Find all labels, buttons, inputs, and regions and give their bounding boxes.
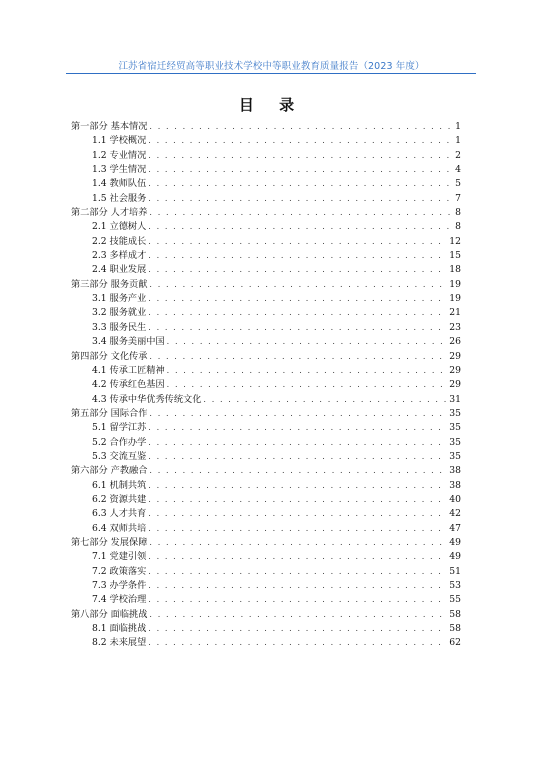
- toc-page-number: 8: [455, 207, 461, 219]
- toc-dot-leader: [148, 235, 447, 249]
- toc-dot-leader: [148, 622, 447, 636]
- toc-page-number: 18: [449, 264, 461, 276]
- toc-page-number: 35: [449, 436, 461, 448]
- toc-part-entry[interactable]: [71, 350, 461, 364]
- toc-page-number: 47: [449, 522, 461, 534]
- toc-section-entry[interactable]: [71, 378, 461, 392]
- toc-dot-leader: [148, 321, 447, 335]
- toc-page-number: 62: [449, 637, 461, 649]
- toc-page-number: 5: [455, 178, 461, 190]
- toc-entry-label: 4.1 传承工匠精神: [92, 364, 165, 376]
- toc-section-entry[interactable]: [71, 393, 461, 407]
- toc-page-number: 29: [449, 350, 461, 362]
- toc-page-number: 40: [449, 493, 461, 505]
- toc-section-entry[interactable]: [71, 622, 461, 636]
- toc-dot-leader: [149, 464, 447, 478]
- toc-section-entry[interactable]: [71, 593, 461, 607]
- toc-section-entry[interactable]: [71, 565, 461, 579]
- toc-section-entry[interactable]: [71, 421, 461, 435]
- toc-entry-label: 5.1 留学江苏: [92, 422, 147, 434]
- toc-entry-label: 7.3 办学条件: [92, 580, 147, 591]
- toc-section-entry[interactable]: [71, 450, 461, 464]
- page-title: 目 录: [238, 96, 305, 114]
- toc-dot-leader: [148, 579, 447, 593]
- document-header: 江苏省宿迁经贸高等职业技术学校中等职业教育质量报告（2023 年度）: [118, 61, 425, 72]
- toc-section-entry[interactable]: [71, 479, 461, 493]
- toc-part-entry[interactable]: [71, 407, 461, 421]
- toc-page-number: 7: [455, 192, 461, 204]
- toc-entry-label: 8.2 未来展望: [92, 637, 147, 649]
- toc-page-number: 53: [449, 580, 461, 591]
- toc-entry-label: 7.4 学校治理: [92, 594, 147, 606]
- toc-page-number: 8: [455, 221, 461, 233]
- toc-part-entry[interactable]: [71, 536, 461, 550]
- toc-entry-label: 6.1 机制共筑: [92, 479, 147, 491]
- toc-section-entry[interactable]: [71, 507, 461, 521]
- toc-entry-label: 6.2 资源共建: [92, 493, 147, 505]
- toc-entry-label: 2.2 技能成长: [92, 235, 147, 247]
- toc-page-number: 19: [449, 293, 461, 305]
- toc-entry-label: 7.1 党建引领: [92, 551, 147, 563]
- toc-part-entry[interactable]: [71, 464, 461, 478]
- toc-page-number: 42: [449, 508, 461, 520]
- toc-entry-label: 7.2 政策落实: [92, 565, 147, 577]
- toc-entry-label: 1.2 专业情况: [92, 149, 147, 161]
- toc-entry-label: 5.2 合作办学: [92, 436, 147, 448]
- toc-entry-label: 3.1 服务产业: [92, 293, 147, 305]
- toc-entry-label: 5.3 交流互鉴: [92, 450, 147, 462]
- toc-section-entry[interactable]: [71, 493, 461, 507]
- toc-page-number: 51: [449, 565, 461, 577]
- toc-dot-leader: [148, 522, 447, 536]
- toc-page-number: 58: [449, 608, 461, 620]
- toc-dot-leader: [148, 636, 447, 650]
- toc-dot-leader: [203, 393, 447, 407]
- toc-dot-leader: [148, 565, 447, 579]
- toc-dot-leader: [149, 350, 447, 364]
- toc-section-entry[interactable]: [71, 220, 461, 234]
- toc-dot-leader: [148, 450, 447, 464]
- toc-section-entry[interactable]: [71, 335, 461, 349]
- toc-entry-label: 2.1 立德树人: [92, 221, 147, 233]
- toc-dot-leader: [149, 120, 451, 134]
- toc-dot-leader: [167, 335, 448, 349]
- toc-section-entry[interactable]: [71, 364, 461, 378]
- toc-entry-label: 2.3 多样成才: [92, 250, 147, 262]
- header-rule: [66, 73, 476, 74]
- toc-page-number: 12: [449, 235, 461, 247]
- toc-page-number: 2: [455, 149, 461, 161]
- toc-entry-label: 6.4 双师共培: [92, 522, 147, 534]
- toc-part-entry[interactable]: [71, 278, 461, 292]
- toc-entry-label: 第七部分 发展保障: [71, 536, 148, 548]
- toc-section-entry[interactable]: [71, 235, 461, 249]
- toc-dot-leader: [148, 163, 451, 177]
- toc-section-entry[interactable]: [71, 192, 461, 206]
- toc-entry-label: 4.2 传承红色基因: [92, 379, 165, 391]
- toc-dot-leader: [148, 220, 451, 234]
- toc-dot-leader: [148, 134, 451, 148]
- toc-entry-label: 第四部分 文化传承: [71, 350, 148, 362]
- toc-page-number: 38: [449, 479, 461, 491]
- toc-entry-label: 第六部分 产教融合: [71, 465, 148, 477]
- toc-entry-label: 1.3 学生情况: [92, 164, 147, 176]
- toc-dot-leader: [148, 292, 447, 306]
- toc-entry-label: 6.3 人才共育: [92, 508, 147, 520]
- toc-section-entry[interactable]: [71, 249, 461, 263]
- toc-entry-label: 1.5 社会服务: [92, 192, 147, 204]
- toc-page-number: 58: [449, 623, 461, 635]
- toc-section-entry[interactable]: [71, 550, 461, 564]
- toc-entry-label: 3.2 服务就业: [92, 307, 147, 319]
- toc-entry-label: 第八部分 面临挑战: [71, 608, 148, 620]
- toc-section-entry[interactable]: [71, 436, 461, 450]
- toc-entry-label: 2.4 职业发展: [92, 264, 147, 276]
- toc-section-entry[interactable]: [71, 306, 461, 320]
- toc-entry-label: 1.1 学校概况: [92, 135, 147, 147]
- toc-section-entry[interactable]: [71, 636, 461, 650]
- toc-dot-leader: [148, 493, 447, 507]
- toc-entry-label: 3.4 服务美丽中国: [92, 336, 165, 348]
- toc-page-number: 1: [455, 121, 461, 132]
- toc-entry-label: 第五部分 国际合作: [71, 407, 148, 419]
- toc-dot-leader: [149, 206, 451, 220]
- toc-dot-leader: [149, 608, 447, 622]
- toc-section-entry[interactable]: [71, 177, 461, 191]
- toc-entry-label: 8.1 面临挑战: [92, 623, 147, 635]
- toc-page-number: 35: [449, 422, 461, 434]
- toc-page-number: 29: [449, 379, 461, 391]
- toc-section-entry[interactable]: [71, 321, 461, 335]
- toc-section-entry[interactable]: [71, 522, 461, 536]
- toc-entry-label: 第三部分 服务贡献: [71, 278, 148, 290]
- toc-entry-label: 3.3 服务民生: [92, 321, 147, 333]
- toc-part-entry[interactable]: [71, 120, 461, 134]
- toc-dot-leader: [167, 364, 448, 378]
- toc-page-number: 38: [449, 465, 461, 477]
- toc-section-entry[interactable]: [71, 134, 461, 148]
- toc-dot-leader: [148, 479, 447, 493]
- toc-page-number: 4: [455, 164, 461, 176]
- toc-section-entry[interactable]: [71, 149, 461, 163]
- toc-page-number: 31: [449, 393, 461, 405]
- toc-dot-leader: [148, 507, 447, 521]
- toc-part-entry[interactable]: [71, 206, 461, 220]
- toc-dot-leader: [148, 593, 447, 607]
- toc-page-number: 23: [449, 321, 461, 333]
- toc-page-number: 49: [449, 551, 461, 563]
- toc-dot-leader: [148, 177, 451, 191]
- toc-dot-leader: [167, 378, 448, 392]
- toc-dot-leader: [149, 536, 447, 550]
- toc-entry-label: 第二部分 人才培养: [71, 207, 148, 219]
- toc-page-number: 26: [449, 336, 461, 348]
- toc-page-number: 15: [449, 250, 461, 262]
- toc-dot-leader: [148, 192, 451, 206]
- toc-section-entry[interactable]: [71, 292, 461, 306]
- toc-page-number: 35: [449, 407, 461, 419]
- toc-part-entry[interactable]: [71, 608, 461, 622]
- toc-page-number: 35: [449, 450, 461, 462]
- toc-dot-leader: [148, 421, 447, 435]
- toc-page-number: 19: [449, 278, 461, 290]
- toc-dot-leader: [148, 306, 447, 320]
- toc-page-number: 29: [449, 364, 461, 376]
- toc-section-entry[interactable]: [71, 579, 461, 593]
- toc-section-entry[interactable]: [71, 263, 461, 277]
- toc-dot-leader: [148, 149, 451, 163]
- toc-page-number: 21: [449, 307, 461, 319]
- toc-dot-leader: [149, 407, 447, 421]
- toc-dot-leader: [148, 550, 447, 564]
- toc-page-number: 55: [449, 594, 461, 606]
- toc-page-number: 1: [455, 135, 461, 147]
- toc-entry-label: 第一部分 基本情况: [71, 121, 148, 132]
- toc-dot-leader: [149, 278, 447, 292]
- toc-section-entry[interactable]: [71, 163, 461, 177]
- toc-page-number: 49: [449, 536, 461, 548]
- toc-entry-label: 4.3 传承中华优秀传统文化: [92, 393, 202, 405]
- toc-dot-leader: [148, 263, 447, 277]
- toc-dot-leader: [148, 436, 447, 450]
- toc-entry-label: 1.4 教师队伍: [92, 178, 147, 190]
- table-of-contents: [71, 120, 461, 651]
- toc-dot-leader: [148, 249, 447, 263]
